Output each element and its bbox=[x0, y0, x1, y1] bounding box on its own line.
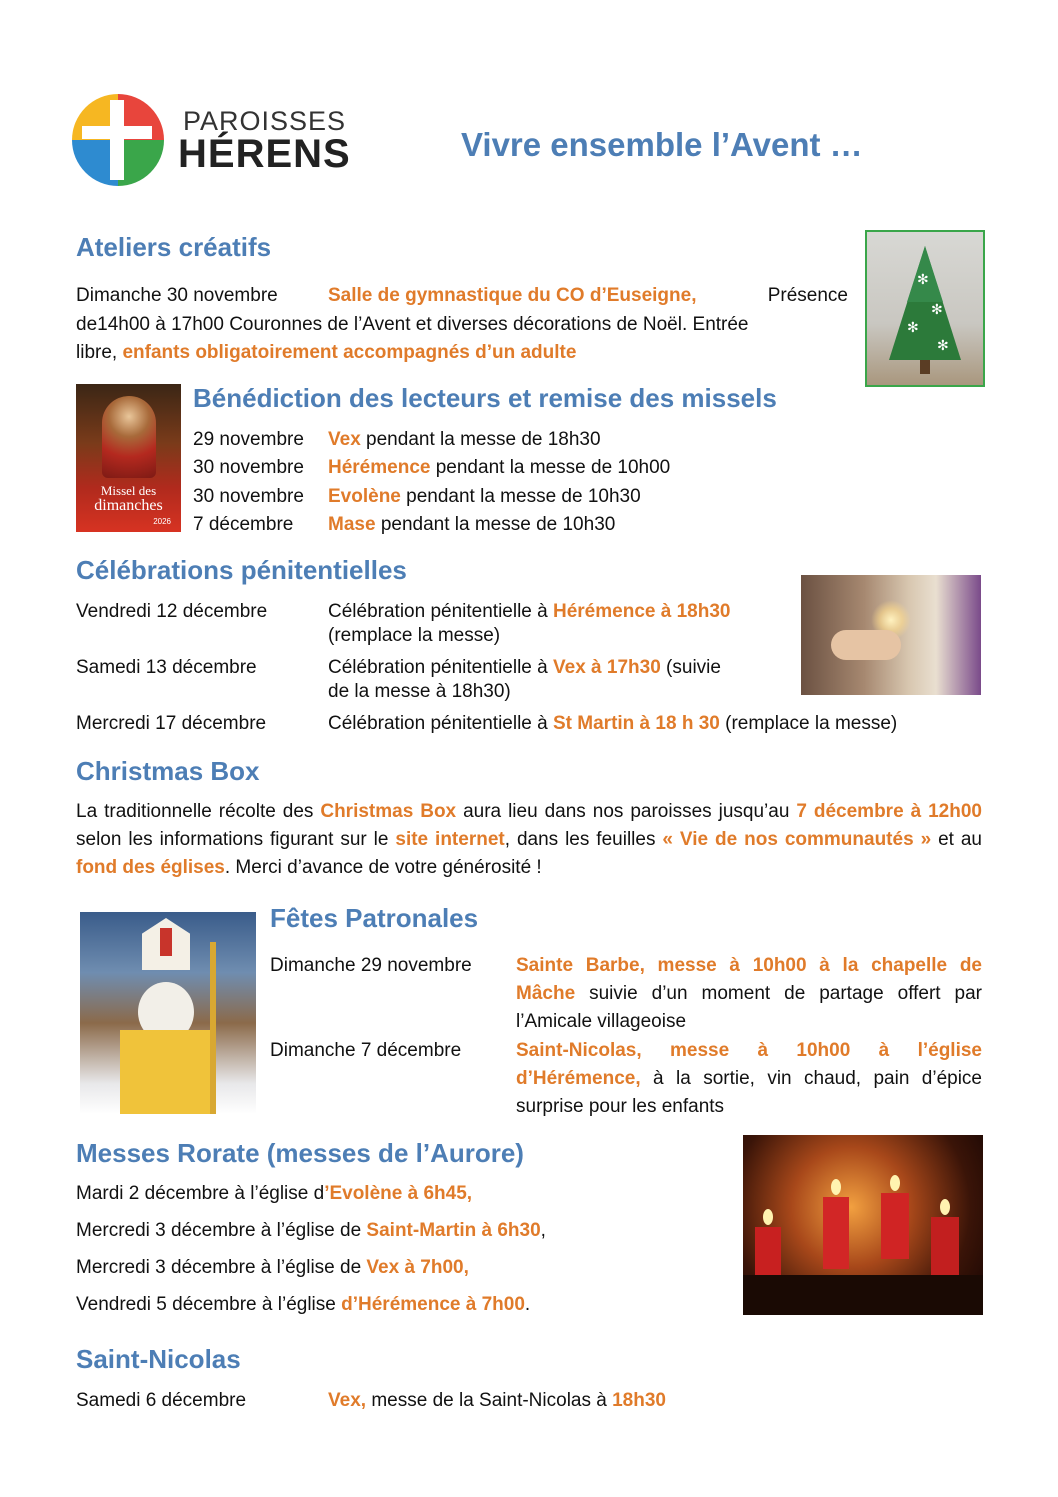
rorate-line-3 bbox=[76, 1254, 469, 1282]
fete-row-1-b: suivie d’un moment de partage offert par l’Amicale villageoise bbox=[516, 983, 983, 1032]
benediction-place: Mase bbox=[328, 513, 376, 535]
section-heading-fetes: Fêtes Patronales bbox=[270, 903, 479, 933]
christmas-p9: et au bbox=[938, 829, 982, 850]
tree-icon bbox=[867, 232, 983, 385]
rorate-2-a: Mercredi 3 décembre à l’église de bbox=[76, 1220, 362, 1241]
celebration-row-2-date: Samedi 13 décembre bbox=[76, 657, 257, 678]
candle-4 bbox=[931, 1217, 959, 1279]
benediction-date: 30 novembre bbox=[193, 485, 304, 507]
benediction-place: Hérémence bbox=[328, 457, 431, 479]
logo-line2: HÉRENS bbox=[178, 132, 351, 176]
ateliers-date: Dimanche 30 novembre bbox=[76, 285, 278, 306]
flame-4 bbox=[940, 1199, 950, 1215]
christmas-p2: Christmas Box bbox=[320, 801, 457, 822]
fete-row-2-text bbox=[516, 1037, 982, 1121]
robe-shape bbox=[120, 1030, 212, 1114]
rorate-line-2 bbox=[76, 1217, 546, 1245]
celebration-row-1-note: (remplace la messe) bbox=[328, 625, 501, 646]
christmas-p3: aura lieu dans nos paroisses jusqu’au bbox=[463, 801, 790, 822]
ateliers-presence: Présence bbox=[767, 285, 848, 306]
book-title-2: dimanches bbox=[94, 497, 163, 514]
rorate-2-b: Saint-Martin à 6h30 bbox=[366, 1220, 541, 1241]
ateliers-libre: libre, bbox=[76, 342, 118, 363]
rorate-3-c: , bbox=[463, 1257, 469, 1278]
nicolas-b: messe de la Saint-Nicolas à bbox=[371, 1390, 607, 1411]
hands-shape bbox=[831, 630, 901, 660]
christmas-p4: 7 décembre à 12h00 bbox=[796, 801, 982, 822]
section-heading-rorate: Messes Rorate (messes de l’Aurore) bbox=[76, 1138, 524, 1168]
section-heading-benediction: Bénédiction des lecteurs et remise des missels bbox=[193, 383, 777, 413]
benediction-row bbox=[193, 454, 670, 482]
logo bbox=[70, 92, 360, 188]
missel-book-cover bbox=[76, 384, 181, 532]
wreath-ring bbox=[743, 1275, 983, 1315]
section-heading-ateliers: Ateliers créatifs bbox=[76, 232, 272, 262]
fete-row-1-a: Sainte Barbe, messe à 10h00 à la chapelle de Mâche bbox=[516, 955, 982, 1004]
celebration-row-3-text bbox=[328, 710, 897, 738]
flame-1 bbox=[763, 1209, 773, 1225]
book-title-1: Missel des bbox=[100, 483, 157, 498]
celebration-row-3-b: St Martin à 18 h 30 bbox=[553, 713, 720, 734]
benediction-rest: pendant la messe de 10h30 bbox=[380, 513, 616, 535]
flame-2 bbox=[831, 1179, 841, 1195]
celebration-row-1-date: Vendredi 12 décembre bbox=[76, 601, 268, 622]
fete-row-2-date: Dimanche 7 décembre bbox=[270, 1040, 462, 1061]
fete-row-2-a: Saint-Nicolas, messe à 10h00 à l’église d’Hérémence, bbox=[516, 1040, 982, 1089]
celebration-row-3-date: Mercredi 17 décembre bbox=[76, 713, 267, 734]
ateliers-line1 bbox=[76, 282, 848, 310]
christmas-paragraph bbox=[76, 798, 982, 882]
svg-text:✻: ✻ bbox=[931, 301, 943, 317]
rorate-1-b: ’Evolène à 6h45, bbox=[324, 1183, 473, 1204]
christmas-p7: , dans les feuilles bbox=[504, 829, 656, 850]
saint-nicolas-photo bbox=[80, 912, 256, 1114]
benediction-place: Evolène bbox=[328, 485, 401, 507]
benediction-row bbox=[193, 483, 641, 511]
nicolas-a: Vex, bbox=[328, 1390, 367, 1411]
christmas-p1: La traditionnelle récolte des bbox=[76, 801, 314, 822]
svg-text:✻: ✻ bbox=[937, 337, 949, 353]
logo-line1: PAROISSES bbox=[183, 106, 347, 136]
svg-text:✻: ✻ bbox=[917, 271, 929, 287]
fete-row-1-date: Dimanche 29 novembre bbox=[270, 955, 472, 976]
rorate-line-4 bbox=[76, 1291, 530, 1319]
christmas-p10: fond des églises bbox=[76, 857, 225, 878]
section-heading-celebrations: Célébrations pénitentielles bbox=[76, 555, 407, 585]
rorate-1-a: Mardi 2 décembre à l’église d bbox=[76, 1183, 325, 1204]
ateliers-line2: de14h00 à 17h00 Couronnes de l’Avent et diverses décorations de Noël. Entrée bbox=[76, 314, 749, 335]
benediction-row bbox=[193, 426, 601, 454]
celebration-row-1-b: Hérémence à 18h30 bbox=[553, 601, 731, 622]
candle-2 bbox=[823, 1197, 849, 1269]
section-heading-nicolas: Saint-Nicolas bbox=[76, 1344, 241, 1374]
benediction-row bbox=[193, 511, 615, 539]
book-figure bbox=[102, 396, 156, 478]
fete-row-1-text bbox=[516, 952, 982, 1036]
celebration-row-2-b: Vex à 17h30 bbox=[553, 657, 661, 678]
advent-candles-photo bbox=[743, 1135, 983, 1315]
rorate-3-b: Vex à 7h00 bbox=[366, 1257, 464, 1278]
logo-mark-icon bbox=[70, 92, 166, 188]
benediction-place: Vex bbox=[328, 429, 361, 450]
ateliers-location: Salle de gymnastique du CO d’Euseigne, bbox=[328, 285, 697, 306]
celebration-row-2-c: (suivie bbox=[666, 657, 721, 678]
nicolas-c: 18h30 bbox=[612, 1390, 666, 1411]
confession-photo bbox=[801, 575, 981, 695]
christmas-p6[interactable]: site internet bbox=[395, 829, 505, 850]
christmas-p8: « Vie de nos communautés » bbox=[662, 829, 932, 850]
christmas-tree-photo bbox=[865, 230, 985, 387]
fete-row-2-b: à la sortie, vin chaud, pain d’épice surprise pour les enfants bbox=[516, 1068, 983, 1117]
benediction-rest: pendant la messe de 10h30 bbox=[406, 485, 641, 507]
flame-3 bbox=[890, 1175, 900, 1191]
svg-text:✻: ✻ bbox=[907, 319, 919, 335]
celebration-row-2-a: Célébration pénitentielle à bbox=[328, 657, 548, 678]
rorate-3-a: Mercredi 3 décembre à l’église de bbox=[76, 1257, 362, 1278]
nicolas-text bbox=[328, 1387, 666, 1415]
rorate-line-1 bbox=[76, 1180, 472, 1208]
rorate-4-c: . bbox=[524, 1294, 531, 1315]
benediction-date: 29 novembre bbox=[193, 429, 304, 450]
benediction-date: 7 décembre bbox=[193, 513, 294, 535]
benediction-rest: pendant la messe de 10h00 bbox=[435, 457, 671, 479]
rorate-2-c: , bbox=[540, 1220, 546, 1241]
celebration-row-3-a: Célébration pénitentielle à bbox=[328, 713, 548, 734]
rorate-4-a: Vendredi 5 décembre à l’église bbox=[76, 1294, 336, 1315]
section-heading-christmas: Christmas Box bbox=[76, 756, 260, 786]
candle-3 bbox=[881, 1193, 909, 1259]
benediction-rest: pendant la messe de 18h30 bbox=[366, 429, 601, 450]
celebration-row-2-note: de la messe à 18h30) bbox=[328, 681, 511, 702]
nicolas-date: Samedi 6 décembre bbox=[76, 1390, 247, 1411]
rorate-4-b: d’Hérémence à 7h00 bbox=[341, 1294, 525, 1315]
book-year: 2026 bbox=[153, 517, 171, 526]
page-title: Vivre ensemble l’Avent … bbox=[461, 126, 863, 163]
ateliers-line3 bbox=[76, 339, 576, 367]
ateliers-enfants: enfants obligatoirement accompagnés d’un adulte bbox=[122, 342, 577, 363]
christmas-p11: . Merci d’avance de votre générosité ! bbox=[224, 857, 542, 878]
crozier-shape bbox=[210, 942, 216, 1114]
christmas-p5: selon les informations figurant sur le bbox=[76, 829, 389, 850]
celebration-row-3-c: (remplace la messe) bbox=[725, 713, 898, 734]
mitre-cross bbox=[160, 928, 172, 956]
celebration-row-1-a: Célébration pénitentielle à bbox=[328, 601, 548, 622]
benediction-date: 30 novembre bbox=[193, 457, 304, 479]
